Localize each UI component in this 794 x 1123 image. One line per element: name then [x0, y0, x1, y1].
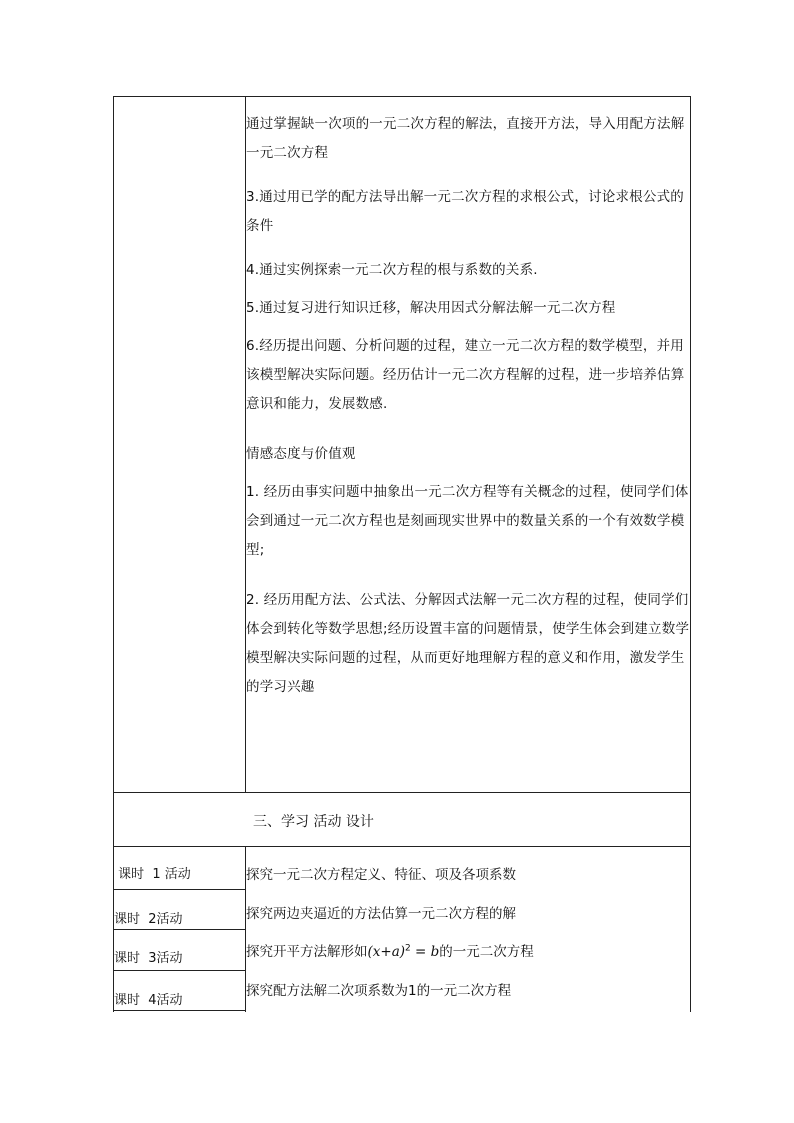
goal-paragraph: 2. 经历用配方法、公式法、分解因式法解一元二次方程的过程，使同学们体会到转化等数学思想;经历设置丰富的问题情景，使学生体会到建立数学模型解决实际问题的过程，从而更好地理解方程的意义和作用，激发学生的学习兴趣 [246, 592, 690, 695]
goal-paragraph: 4.通过实例探索一元二次方程的根与系数的关系. [246, 262, 538, 278]
table-border-right [690, 96, 691, 1012]
goal-paragraph: 5.通过复习进行知识迁移，解决用因式分解法解一元二次方程 [246, 300, 616, 316]
activity-text: 探究开平方法解形如 [246, 944, 368, 960]
goal-paragraph: 通过掌握缺一次项的一元二次方程的解法，直接开方法，导入用配方法解一元二次方程 [246, 116, 685, 161]
goal-paragraph: 3.通过用已学的配方法导出解一元二次方程的求根公式，讨论求根公式的条件 [246, 189, 684, 234]
section-title: 三、学习 活动 设计 [253, 814, 374, 830]
lesson-activity: 探究两边夹逼近的方法估算一元二次方程的解 [246, 906, 516, 922]
goal-paragraph: 6.经历提出问题、分析问题的过程，建立一元二次方程的数学模型，并用该模型解决实际问题。经历估计一元二次方程解的过程，进一步培养估算意识和能力，发展数感. [246, 338, 685, 412]
lesson-activity: 探究配方法解二次项系数为1的一元二次方程 [246, 983, 512, 999]
activity-text: 的一元二次方程 [439, 944, 534, 960]
lesson-label: 课时 4活动 [114, 993, 183, 1008]
lesson-activity [246, 940, 534, 960]
lesson-row-divider [113, 970, 246, 971]
subheading-attitude: 情感态度与价值观 [246, 446, 356, 462]
lesson-row-divider [113, 929, 246, 930]
table-border-top [113, 96, 691, 97]
lesson-label: 课时 2活动 [114, 912, 183, 927]
lesson-row-divider [113, 889, 246, 890]
goal-paragraph: 1. 经历由事实问题中抽象出一元二次方程等有关概念的过程，使同学们体会到通过一元二次方程也是刻画现实世界中的数量关系的一个有效数学模型; [246, 484, 689, 558]
row-divider [113, 846, 691, 847]
formula-exponent: 2 [405, 943, 411, 954]
row-divider [113, 792, 691, 793]
lesson-activity: 探究一元二次方程定义、特征、项及各项系数 [246, 867, 516, 883]
lesson-label: 课时 3活动 [114, 951, 183, 966]
formula-rest: = b [410, 944, 440, 960]
formula-base: (x+a) [367, 944, 406, 960]
lesson-row-divider [113, 1010, 246, 1011]
lesson-label: 课时 1 活动 [114, 867, 191, 882]
